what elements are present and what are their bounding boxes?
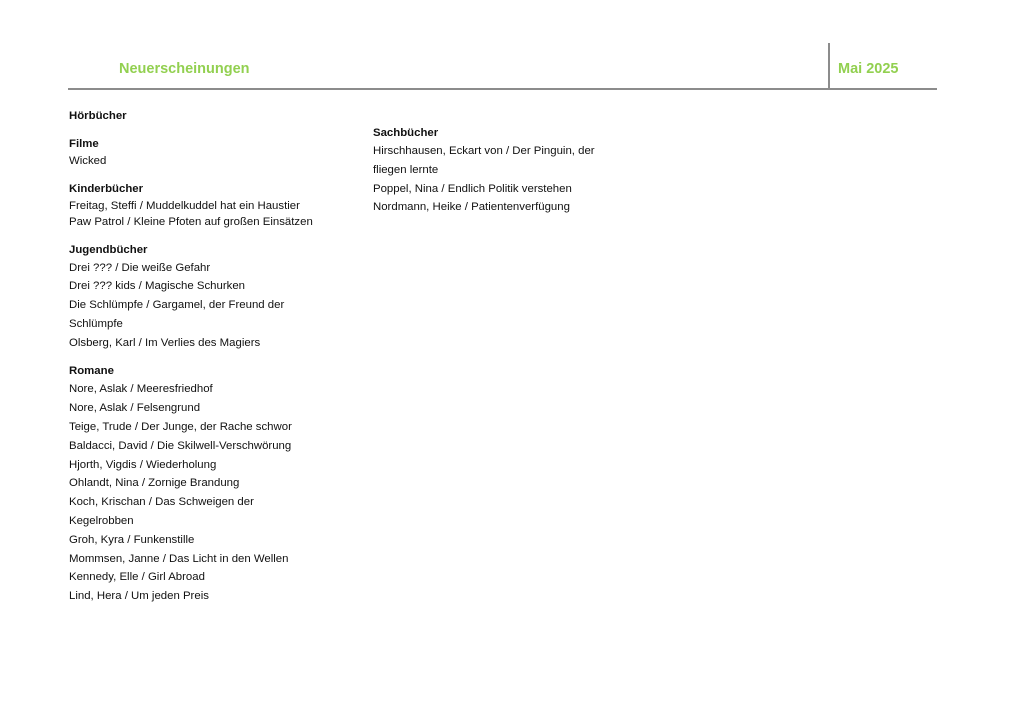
section-jugendbuecher bbox=[69, 242, 349, 353]
list-item: Baldacci, David / Die Skilwell-Verschwörung bbox=[69, 439, 292, 452]
list-item: Wicked bbox=[69, 155, 107, 167]
section-heading: Hörbücher bbox=[69, 110, 127, 122]
section-hoerbuecher bbox=[69, 108, 349, 125]
header-divider bbox=[68, 88, 937, 90]
list-item-continuation: fliegen lernte bbox=[373, 163, 439, 176]
list-item: Lind, Hera / Um jeden Preis bbox=[69, 590, 209, 603]
section-heading: Sachbücher bbox=[373, 127, 439, 139]
section-heading: Romane bbox=[69, 365, 114, 378]
list-item: Kennedy, Elle / Girl Abroad bbox=[69, 571, 205, 584]
list-item: Paw Patrol / Kleine Pfoten auf großen Einsätzen bbox=[69, 216, 313, 228]
list-item-continuation: Kegelrobben bbox=[69, 515, 134, 528]
header-vertical-divider bbox=[828, 43, 830, 89]
section-sachbuecher bbox=[373, 125, 633, 217]
list-item: Hirschhausen, Eckart von / Der Pinguin, der bbox=[373, 145, 595, 157]
list-item: Nore, Aslak / Felsengrund bbox=[69, 402, 201, 415]
list-item: Freitag, Steffi / Muddelkuddel hat ein Haustier bbox=[69, 199, 300, 212]
document-date: Mai 2025 bbox=[838, 61, 899, 77]
list-item: Ohlandt, Nina / Zornige Brandung bbox=[69, 477, 240, 490]
list-item: Poppel, Nina / Endlich Politik verstehen bbox=[373, 182, 572, 195]
list-item: Groh, Kyra / Funkenstille bbox=[69, 533, 195, 546]
section-filme bbox=[69, 136, 349, 170]
list-item: Mommsen, Janne / Das Licht in den Wellen bbox=[69, 552, 289, 565]
section-heading: Filme bbox=[69, 138, 99, 150]
document-title: Neuerscheinungen bbox=[119, 61, 250, 77]
list-item: Drei ??? / Die weiße Gefahr bbox=[69, 261, 211, 274]
list-item: Die Schlümpfe / Gargamel, der Freund der bbox=[69, 299, 285, 312]
section-romane bbox=[69, 363, 349, 606]
section-heading: Kinderbücher bbox=[69, 182, 144, 195]
list-item: Drei ??? kids / Magische Schurken bbox=[69, 280, 246, 293]
list-item: Koch, Krischan / Das Schweigen der bbox=[69, 496, 254, 509]
list-item-continuation: Schlümpfe bbox=[69, 317, 123, 330]
list-item: Nordmann, Heike / Patientenverfügung bbox=[373, 201, 570, 214]
section-heading: Jugendbücher bbox=[69, 243, 148, 256]
list-item: Nore, Aslak / Meeresfriedhof bbox=[69, 383, 213, 396]
left-column bbox=[69, 108, 349, 617]
section-kinderbuecher bbox=[69, 181, 349, 231]
list-item: Teige, Trude / Der Junge, der Rache schwor bbox=[69, 421, 292, 434]
list-item: Olsberg, Karl / Im Verlies des Magiers bbox=[69, 336, 261, 349]
right-column bbox=[373, 125, 633, 228]
list-item: Hjorth, Vigdis / Wiederholung bbox=[69, 458, 217, 471]
